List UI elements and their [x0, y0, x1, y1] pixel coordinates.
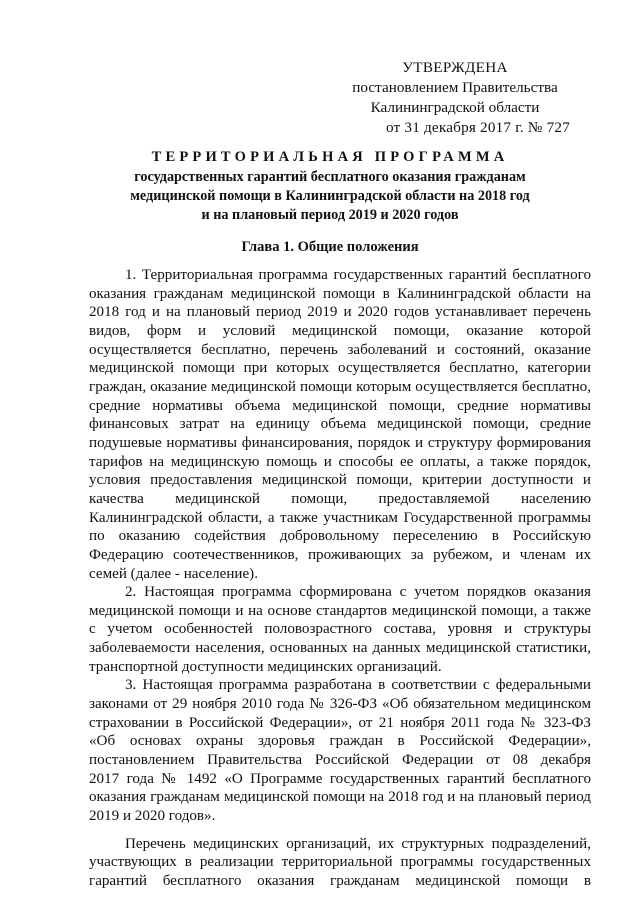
paragraph-line: оказания гражданам медицинской помощи на 2018 год и на плановый период	[89, 789, 591, 806]
paragraph-line: «Об основах охраны здоровья граждан в Российской Федерации»,	[89, 733, 591, 750]
paragraph	[89, 583, 591, 676]
approval-region: Калининградской области	[370, 99, 540, 116]
paragraph-line: 3. Настоящая программа разработана в соответствии с федеральными	[125, 677, 591, 694]
paragraph-line: 2018 год и на плановый период 2019 и 2020 годов устанавливает перечень	[89, 304, 591, 321]
document-title	[80, 148, 580, 225]
paragraph-line: Перечень медицинских организаций, их структурных подразделений,	[125, 835, 591, 852]
document-body	[89, 266, 591, 891]
approval-title: УТВЕРЖДЕНА	[402, 59, 508, 76]
approval-stamp	[330, 58, 580, 138]
paragraph-line: медицинской помощи и на основе стандартов медицинской помощи, а также	[89, 602, 591, 619]
paragraph-line: с учетом особенностей половозрастного состава, уровня и структуры	[89, 621, 591, 638]
paragraph	[89, 676, 591, 825]
title-line: государственных гарантий бесплатного оказания гражданам	[134, 169, 526, 185]
paragraph-line: условия предоставления медицинской помощи, критерии доступности и	[89, 472, 591, 489]
title-line: и на плановый период 2019 и 2020 годов	[201, 207, 459, 223]
paragraph-line: 1. Территориальная программа государственных гарантий бесплатного	[125, 267, 591, 283]
paragraph-line: подушевые нормативы финансирования, порядок и структуру формирования	[89, 434, 591, 451]
paragraph-line: 2017 года № 1492 «О Программе государственных гарантий бесплатного	[89, 770, 591, 787]
paragraph-line: семей (далее - население).	[89, 565, 258, 582]
paragraph-line: оказания гражданам медицинской помощи в Калининградской области на	[89, 285, 591, 302]
paragraph-line: транспортной доступности медицинских организаций.	[89, 658, 442, 675]
paragraph	[89, 266, 591, 583]
paragraph-line: медицинской помощи при которых осуществляется бесплатно, категории	[89, 360, 591, 377]
paragraph-line: по оказанию содействия добровольному переселению в Российскую	[89, 528, 591, 545]
paragraph-line: граждан, оказание медицинской помощи которым осуществляется бесплатно,	[89, 378, 591, 395]
paragraph-line: законами от 29 ноября 2010 года № 326-ФЗ «Об обязательном медицинском	[89, 696, 591, 713]
paragraph-line: средние нормативы объема медицинской помощи, средние нормативы	[89, 397, 591, 414]
chapter-heading: Глава 1. Общие положения	[241, 239, 419, 255]
paragraph	[89, 835, 591, 891]
paragraph-line: финансовых затрат на единицу объема медицинской помощи, средние	[89, 416, 591, 433]
paragraph-line: тарифов на медицинскую помощь и способы ее оплаты, а также порядок,	[89, 453, 591, 470]
approval-date-number: от 31 декабря 2017 г. № 727	[385, 119, 570, 136]
paragraph-line: 2. Настоящая программа сформирована с учетом порядков оказания	[125, 584, 591, 601]
paragraph-line: качества медицинской помощи, предоставляемой населению	[89, 490, 591, 507]
paragraph-line: 2019 и 2020 годов».	[89, 808, 216, 825]
program-heading: ТЕРРИТОРИАЛЬНАЯ ПРОГРАММА	[151, 149, 509, 165]
paragraph-line: гарантий бесплатного оказания гражданам медицинской помощи в	[89, 873, 591, 889]
paragraph-line: постановлением Правительства Российской Федерации от 08 декабря	[89, 752, 591, 769]
paragraph-line: осуществляется бесплатно, перечень заболеваний и состояний, оказание	[89, 341, 591, 358]
paragraph-line: страховании в Российской Федерации», от 21 ноября 2011 года № 323-ФЗ	[89, 714, 591, 731]
approval-authority: постановлением Правительства	[352, 79, 558, 96]
title-line: медицинской помощи в Калининградской области на 2018 год	[130, 188, 530, 204]
paragraph-line: участвующих в реализации территориальной программы государственных	[89, 854, 591, 871]
paragraph-line: заболеваемости населения, основанных на данных медицинской статистики,	[89, 640, 591, 657]
paragraph-line: Калининградской области, а также участникам Государственной программы	[89, 509, 591, 526]
paragraph-line: видов, форм и условий медицинской помощи, оказание которой	[89, 322, 591, 339]
paragraph-line: Федерацию соотечественников, проживающих за рубежом, и членам их	[89, 546, 591, 563]
